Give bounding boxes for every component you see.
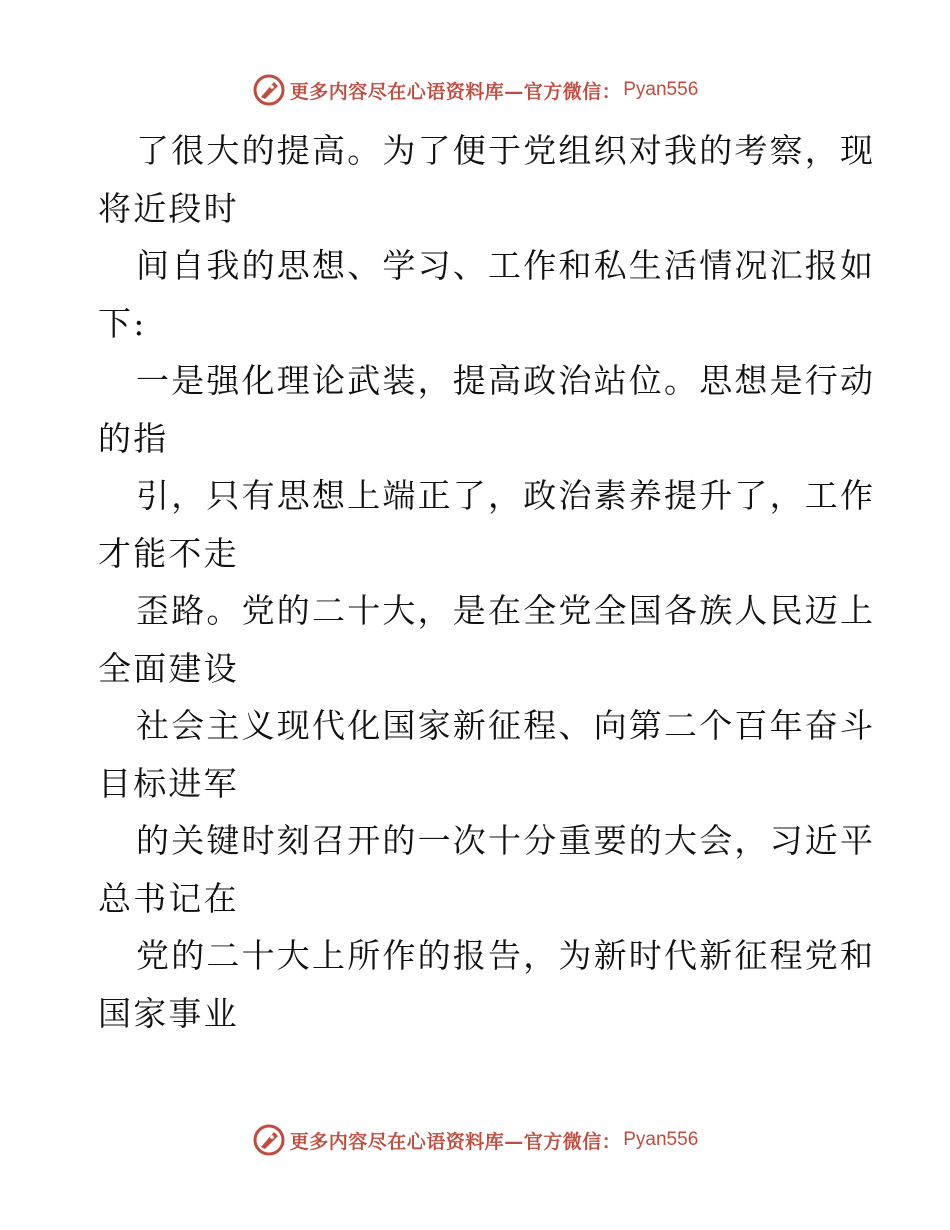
watermark-id: Pyan556 — [623, 79, 699, 100]
text-line: 的指 — [98, 418, 169, 458]
text-line: 歪路。党的二十大，是在全党全国各族人民迈上 — [136, 591, 876, 630]
document-body — [98, 122, 876, 1042]
text-line: 下: — [98, 303, 147, 343]
watermark-text: 更多内容尽在心语资料库—官方微信： — [289, 1130, 622, 1153]
text-line: 社会主义现代化国家新征程、向第二个百年奋斗 — [136, 706, 876, 745]
text-line: 才能不走 — [98, 533, 239, 573]
pen-nib-circle-icon — [252, 73, 286, 107]
text-line: 国家事业 — [98, 993, 239, 1033]
text-line: 引，只有思想上端正了，政治素养提升了，工作 — [136, 476, 876, 515]
text-line: 党的二十大上所作的报告，为新时代新征程党和 — [136, 936, 876, 975]
footer-watermark — [0, 1120, 950, 1160]
text-line: 总书记在 — [98, 878, 239, 918]
text-line: 目标进军 — [98, 763, 239, 803]
watermark-id: Pyan556 — [623, 1129, 699, 1150]
pen-nib-circle-icon — [252, 1123, 286, 1157]
header-watermark — [0, 70, 950, 110]
text-line: 了很大的提高。为了便于党组织对我的考察，现 — [136, 131, 876, 170]
watermark-text: 更多内容尽在心语资料库—官方微信： — [289, 80, 622, 103]
text-line: 将近段时 — [98, 188, 239, 228]
text-line: 间自我的思想、学习、工作和私生活情况汇报如 — [136, 246, 876, 285]
text-line: 的关键时刻召开的一次十分重要的大会，习近平 — [136, 821, 876, 860]
text-line: 一是强化理论武装，提高政治站位。思想是行动 — [136, 361, 876, 400]
text-line: 全面建设 — [98, 648, 239, 688]
